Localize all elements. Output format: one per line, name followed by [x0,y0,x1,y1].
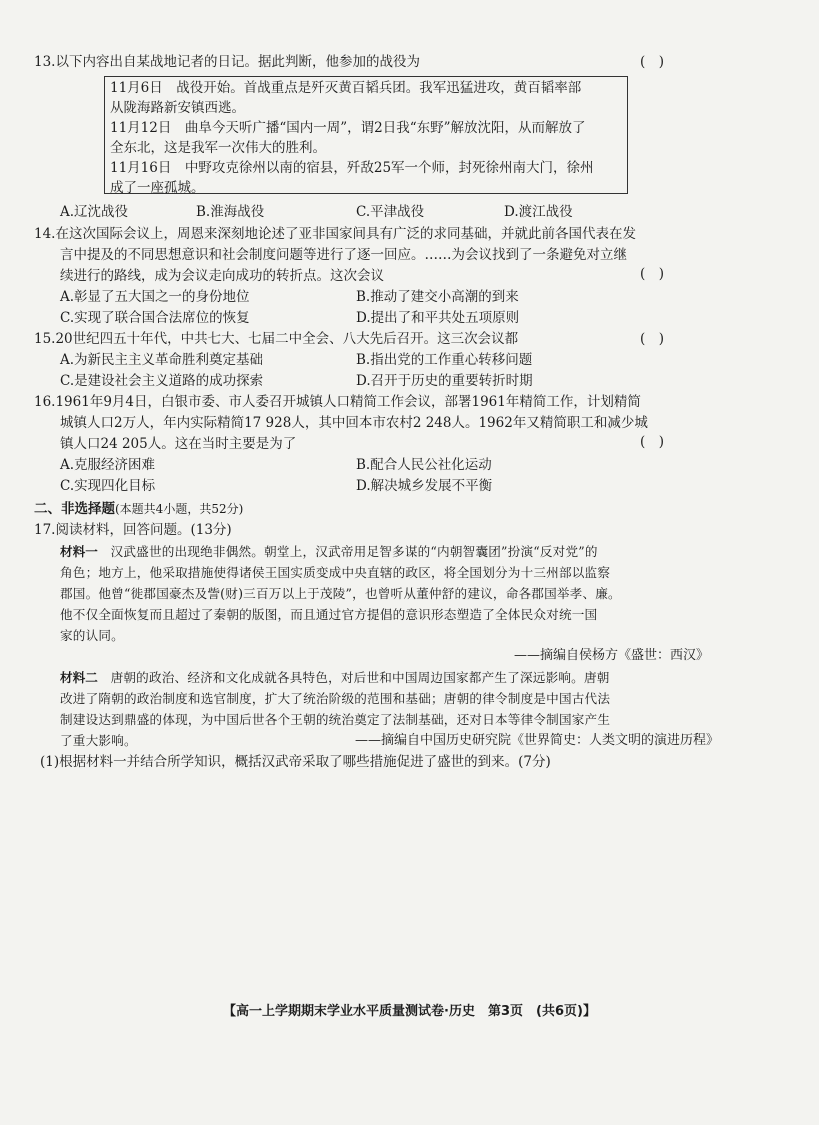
q14-option-a: A.彰显了五大国之一的身份地位 [60,289,250,305]
q15-option-b: B.指出党的工作重心转移问题 [356,352,533,368]
section-title [34,499,243,519]
q13-diary-line: 11月6日 战役开始。首战重点是歼灭黄百韬兵团。我军迅猛进攻，黄百韬率部 [110,80,582,96]
q13-option-a: A.辽沈战役 [60,204,129,220]
q13-option-d: D.渡江战役 [504,204,573,220]
q13-diary-line: 全东北，这是我军一次伟大的胜利。 [110,140,326,156]
q13-diary-line: 11月12日 曲阜今天听广播“国内一周”，谓2日我“东野”解放沈阳，从而解放了 [110,120,586,136]
q17-subquestion-1: (1)根据材料一并结合所学知识，概括汉武帝采取了哪些措施促进了盛世的到来。(7分) [40,754,551,770]
q16-option-d: D.解决城乡发展不平衡 [356,478,493,494]
q15-answer-paren: ( ) [640,331,665,347]
material-2-source: ——摘编自中国历史研究院《世界简史：人类文明的演进历程》 [355,733,720,748]
q13-diary-line: 成了一座孤城。 [110,180,205,196]
q13-answer-paren: ( ) [640,54,665,70]
q13-option-b: B.淮海战役 [196,204,265,220]
q16-stem-line: 城镇人口2万人，年内实际精简17 928人，其中回本市农村2 248人。1962年又精简职工和减少城 [60,415,648,431]
q15-option-a: A.为新民主主义革命胜利奠定基础 [60,352,264,368]
q14-option-d: D.提出了和平共处五项原则 [356,310,520,326]
q13-option-c: C.平津战役 [356,204,425,220]
q14-stem-line: 言中提及的不同思想意识和社会制度问题等进行了逐一回应。……为会议找到了一条避免对立继 [60,247,627,263]
q14-stem-line: 续进行的路线，成为会议走向成功的转折点。这次会议 [60,268,384,284]
material-2-text: 唐朝的政治、经济和文化成就各具特色，对后世和中国周边国家都产生了深远影响。唐朝 [110,670,610,685]
material-2-line [60,667,610,688]
q16-option-c: C.实现四化目标 [60,478,156,494]
material-2-line: 改进了隋朝的政治制度和选官制度，扩大了统治阶级的范围和基础；唐朝的律令制度是中国古代法 [60,691,611,706]
section-title-text: 二、非选择题 [34,501,115,517]
q13-diary-line: 从陇海路新安镇西逃。 [110,100,245,116]
q16-stem-line: 镇人口24 205人。这在当时主要是为了 [60,436,297,452]
q15-option-c: C.是建设社会主义道路的成功探索 [60,373,264,389]
material-1-line: 角色；地方上，他采取措施使得诸侯王国实质变成中央直辖的政区，将全国划分为十三州部以监察 [60,565,611,580]
material-1-line: 家的认同。 [60,628,124,643]
q16-stem-line: 16.1961年9月4日，白银市委、市人委召开城镇人口精简工作会议，部署1961年精简工作，计划精简 [34,394,641,410]
q15-option-d: D.召开于历史的重要转折时期 [356,373,533,389]
material-1-text: 汉武盛世的出现绝非偶然。朝堂上，汉武帝用足智多谋的“内朝智囊团”扮演“反对党”的 [110,544,598,559]
q14-answer-paren: ( ) [640,266,665,282]
q16-option-a: A.克服经济困难 [60,457,156,473]
material-1-line [60,541,598,562]
q14-stem-line: 14.在这次国际会议上，周恩来深刻地论述了亚非国家间具有广泛的求同基础，并就此前各国代表在发 [34,226,636,242]
material-2-line: 了重大影响。 [60,733,137,748]
q15-stem: 15.20世纪四五十年代，中共七大、七届二中全会、八大先后召开。这三次会议都 [34,331,519,347]
q16-answer-paren: ( ) [640,434,665,450]
q17-stem: 17.阅读材料，回答问题。(13分) [34,522,232,538]
q13-diary-line: 11月16日 中野攻克徐州以南的宿县，歼敌25军一个师，封死徐州南大门，徐州 [110,160,594,176]
material-1-line: 他不仅全面恢复而且超过了秦朝的版图，而且通过官方提倡的意识形态塑造了全体民众对统一国 [60,607,598,622]
q14-option-b: B.推动了建交小高潮的到来 [356,289,519,305]
q14-option-c: C.实现了联合国合法席位的恢复 [60,310,250,326]
material-2-line: 制建设达到鼎盛的体现，为中国后世各个王朝的统治奠定了法制基础，还对日本等律令制国家产生 [60,712,611,727]
material-1-label: 材料一 [60,544,98,559]
q13-stem: 13.以下内容出自某战地记者的日记。据此判断，他参加的战役为 [34,54,420,70]
material-1-line: 郡国。他曾“徙郡国豪杰及訾(财)三百万以上于茂陵”，也曾听从董仲舒的建议，命各郡国举孝、廉。 [60,586,621,601]
q16-option-b: B.配合人民公社化运动 [356,457,492,473]
material-2-label: 材料二 [60,670,98,685]
material-1-source: ——摘编自侯杨方《盛世：西汉》 [514,648,710,663]
page-footer: 【高一上学期期末学业水平质量测试卷·历史 第3页 (共6页)】 [223,1004,596,1019]
section-note: (本题共4小题，共52分) [115,502,244,516]
